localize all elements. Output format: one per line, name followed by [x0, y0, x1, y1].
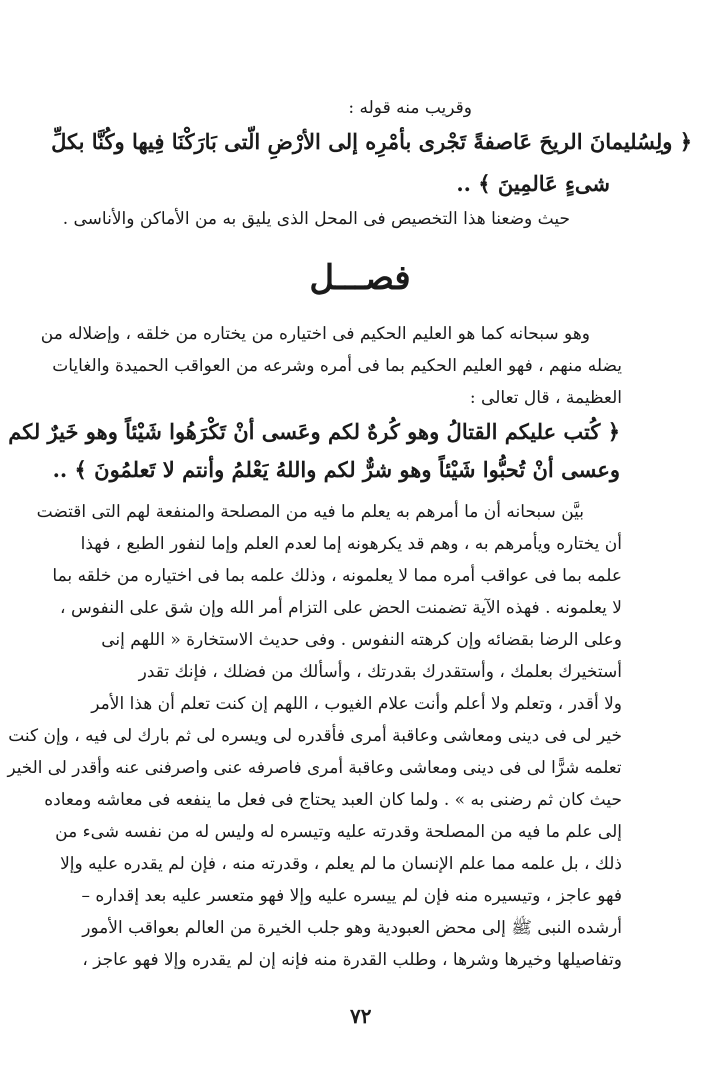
- paragraph-2-line: تعلمه شرًّا لى فى دينى ومعاشى وعاقبة أمرى فاصرفه عنى واصرفنى عنه وأقدر لى الخير: [7, 758, 622, 778]
- paragraph-2-line: أستخيرك بعلمك ، وأستقدرك بقدرتك ، وأسألك من فضلك ، فإنك تقدر: [138, 662, 622, 682]
- paragraph-2-line: أرشده النبى ﷺ إلى محض العبودية وهو جلب الخيرة من العالم بعواقب الأمور: [82, 918, 622, 938]
- paragraph-2-line: لا يعلمونه . فهذه الآية تضمنت الحض على التزام أمر الله وإن شق على النفوس ،: [60, 598, 622, 618]
- paragraph-1-line: وهو سبحانه كما هو العليم الحكيم فى اختياره من يختاره من خلقه ، وإضلاله من: [40, 324, 590, 344]
- paragraph-2-line: إلى علم ما فيه من المصلحة وقدرته عليه وتيسره له وليس له من نفسه شىء من: [55, 822, 622, 842]
- paragraph-2-line: حيث كان ثم رضنى به » . ولما كان العبد يحتاج فى فعل ما ينفعه فى معاشه ومعاده: [44, 790, 622, 810]
- paragraph-2-line: ذلك ، بل علمه مما علم الإنسان ما لم يعلم ، وقدرته منه ، فإن لم يقدره عليه وإلا: [60, 854, 622, 874]
- paragraph-1-line: يضله منهم ، فهو العليم الحكيم بما فى أمره وشرعه من العواقب الحميدة والغايات: [52, 356, 622, 376]
- paragraph-2-line: وتفاصيلها وخيرها وشرها ، وطلب القدرة منه فإنه إن لم يقدره وإلا فهو عاجز ،: [82, 950, 622, 970]
- paragraph-2-line: أن يختاره ويأمرهم به ، وهم قد يكرهونه إما لعدم العلم وإما لنفور الطبع ، فهذا: [80, 534, 622, 554]
- paragraph-2-line: علمه بما فى عواقب أمره مما لا يعلمونه ، وذلك علمه بما فى اختياره من خلقه بما: [52, 566, 622, 586]
- verse-2-line-2: وعسى أنْ تُحبُّوا شَيْئاً وهو شرٌّ لكم واللهُ يَعْلمُ وأنتم لا تَعلمُونَ ﴾ ..: [52, 457, 620, 482]
- paragraph-2-line: فهو عاجز ، وتيسيره منه فإن لم ييسره عليه وإلا فهو متعسر عليه بعد إقداره –: [81, 886, 622, 906]
- verse-1-line-1: ﴿ ولِسُليمانَ الريحَ عَاصفةً تَجْرى بأمْرِه إلى الأرْضِ الّتى بَارَكْنَا فِيها وكُنَّا بكلِّ: [51, 129, 692, 154]
- page-number: ٧٢: [350, 1004, 372, 1028]
- paragraph-2-line: وعلى الرضا بقضائه وإن كرهته النفوس . وفى حديث الاستخارة « اللهم إنى: [101, 630, 622, 650]
- line-after-verse-1: حيث وضعنا هذا التخصيص فى المحل الذى يليق به من الأماكن والأناسى .: [62, 209, 570, 229]
- paragraph-2-line: بيَّن سبحانه أن ما أمرهم به يعلم ما فيه من المصلحة والمنفعة لهم التى اقتضت: [36, 502, 584, 522]
- verse-2-line-1: ﴿ كُتب عليكم القتالُ وهو كُرهٌ لكم وعَسى أنْ تَكْرَهُوا شَيْئاً وهو خَيرٌ لكم: [8, 419, 620, 444]
- section-heading: فصـــل: [309, 258, 411, 298]
- verse-1-line-2: شىءٍ عَالمِينَ ﴾ ..: [456, 171, 610, 196]
- paragraph-1-line: العظيمة ، قال تعالى :: [469, 388, 622, 408]
- paragraph-2-line: ولا أقدر ، وتعلم ولا أعلم وأنت علام الغيوب ، اللهم إن كنت تعلم أن هذا الأمر: [91, 694, 622, 714]
- intro-line: وقريب منه قوله :: [348, 98, 472, 118]
- paragraph-2-line: خير لى فى دينى ومعاشى وعاقبة أمرى فأقدره لى ويسره لى ثم بارك لى فيه ، وإن كنت: [8, 726, 622, 746]
